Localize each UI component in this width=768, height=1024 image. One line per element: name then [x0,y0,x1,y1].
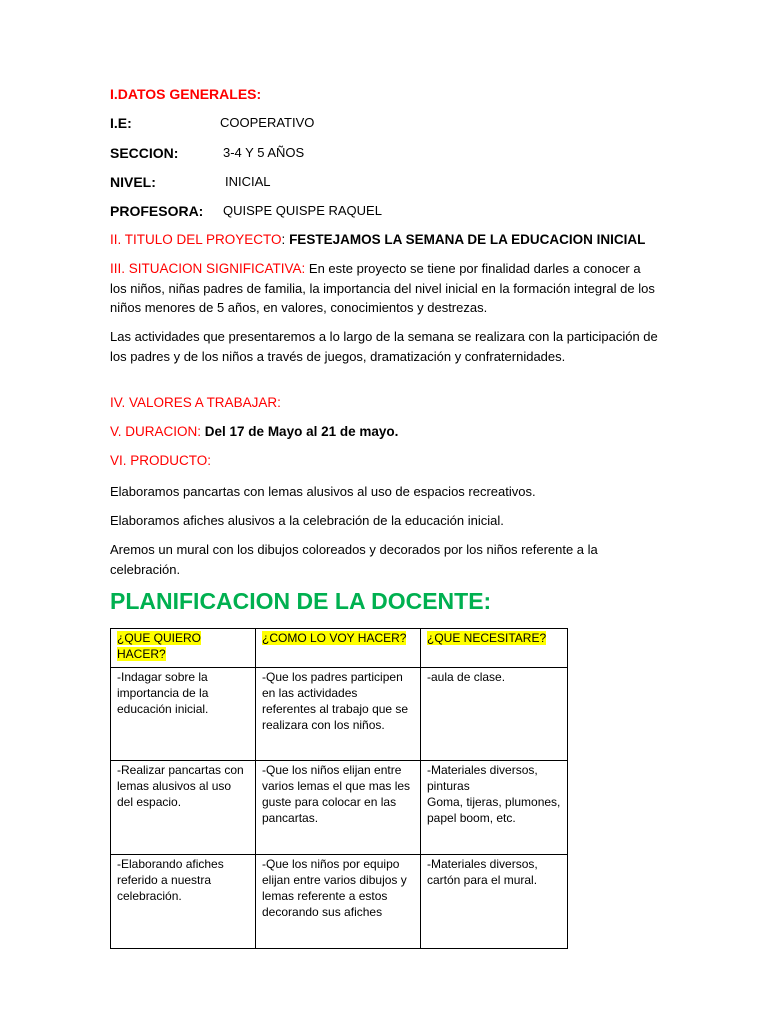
table-header-row [111,629,568,668]
titulo-proyecto [110,232,645,247]
situacion-paragraph [110,259,660,318]
producto-item: Aremos un mural con los dibujos coloreados y decorados por los niños referente a la celebración. [110,542,598,577]
table-header-cell [111,629,256,668]
table-cell: -aula de clase. [421,667,568,760]
table-row [111,667,568,760]
table-cell: -Indagar sobre la importancia de la educación inicial. [111,667,256,760]
table-cell: -Que los niños elijan entre varios lemas el que mas les guste para colocar en las pancartas. [256,760,421,854]
titulo-value: FESTEJAMOS LA SEMANA DE LA EDUCACION INICIAL [285,232,646,247]
field-profesora-value: QUISPE QUISPE RAQUEL [223,203,382,218]
table-cell: -Realizar pancartas con lemas alusivos al uso del espacio. [111,760,256,854]
titulo-label: II. TITULO DEL PROYECTO [110,232,282,247]
field-seccion-label: SECCION: [110,145,179,161]
section-heading-valores: IV. VALORES A TRABAJAR: [110,395,281,410]
field-ie [110,115,510,131]
duracion-label: V. DURACION: [110,424,202,439]
table-header-cell [421,629,568,668]
table-cell: -Materiales diversos, cartón para el mural. [421,854,568,948]
table-cell: -Que los niños por equipo elijan entre varios dibujos y lemas referente a estos decorando sus afiches [256,854,421,948]
situacion-text-1: En este proyecto se tiene por finalidad darles a conocer a los niños, niñas padres de familia, la importancia del nivel inicial en la formación integral de los niños menores de 5 años, en valores, conocimientos y destrezas. [110,261,655,315]
producto-item: Elaboramos pancartas con lemas alusivos al uso de espacios recreativos. [110,484,536,499]
planificacion-title: PLANIFICACION DE LA DOCENTE: [110,588,492,614]
field-profesora-label: PROFESORA: [110,203,204,219]
field-profesora [110,203,510,219]
duracion [110,424,398,439]
situacion-label: III. SITUACION SIGNIFICATIVA: [110,261,306,276]
field-nivel [110,174,510,190]
field-ie-label: I.E: [110,115,132,131]
table-cell: -Elaborando afiches referido a nuestra celebración. [111,854,256,948]
table-row [111,854,568,948]
field-ie-value: COOPERATIVO [220,115,315,130]
header-que-necesitare: ¿QUE NECESITARE? [427,631,547,645]
field-seccion [110,145,510,161]
situacion-paragraph-2: Las actividades que presentaremos a lo largo de la semana se realizara con la participación de los padres y de los niños a través de juegos, dramatización y confraternidades. [110,329,658,364]
section-heading-datos-generales: I.DATOS GENERALES: [110,86,262,102]
producto-item: Elaboramos afiches alusivos a la celebración de la educación inicial. [110,513,504,528]
header-como-lo-voy-hacer: ¿COMO LO VOY HACER? [262,631,407,645]
field-nivel-label: NIVEL: [110,174,156,190]
field-seccion-value: 3-4 Y 5 AÑOS [223,145,305,160]
header-que-quiero-hacer: ¿QUE QUIERO HACER? [117,631,202,662]
section-heading-producto: VI. PRODUCTO: [110,453,212,468]
duracion-value: Del 17 de Mayo al 21 de mayo. [201,424,399,439]
table-header-cell [256,629,421,668]
table-row [111,760,568,854]
planificacion-table [110,628,568,949]
table-cell: -Que los padres participen en las actividades referentes al trabajo que se realizara con los niños. [256,667,421,760]
titulo-colon: : [281,232,286,247]
field-nivel-value: INICIAL [225,174,271,189]
table-cell: -Materiales diversos, pinturas Goma, tijeras, plumones, papel boom, etc. [421,760,568,854]
